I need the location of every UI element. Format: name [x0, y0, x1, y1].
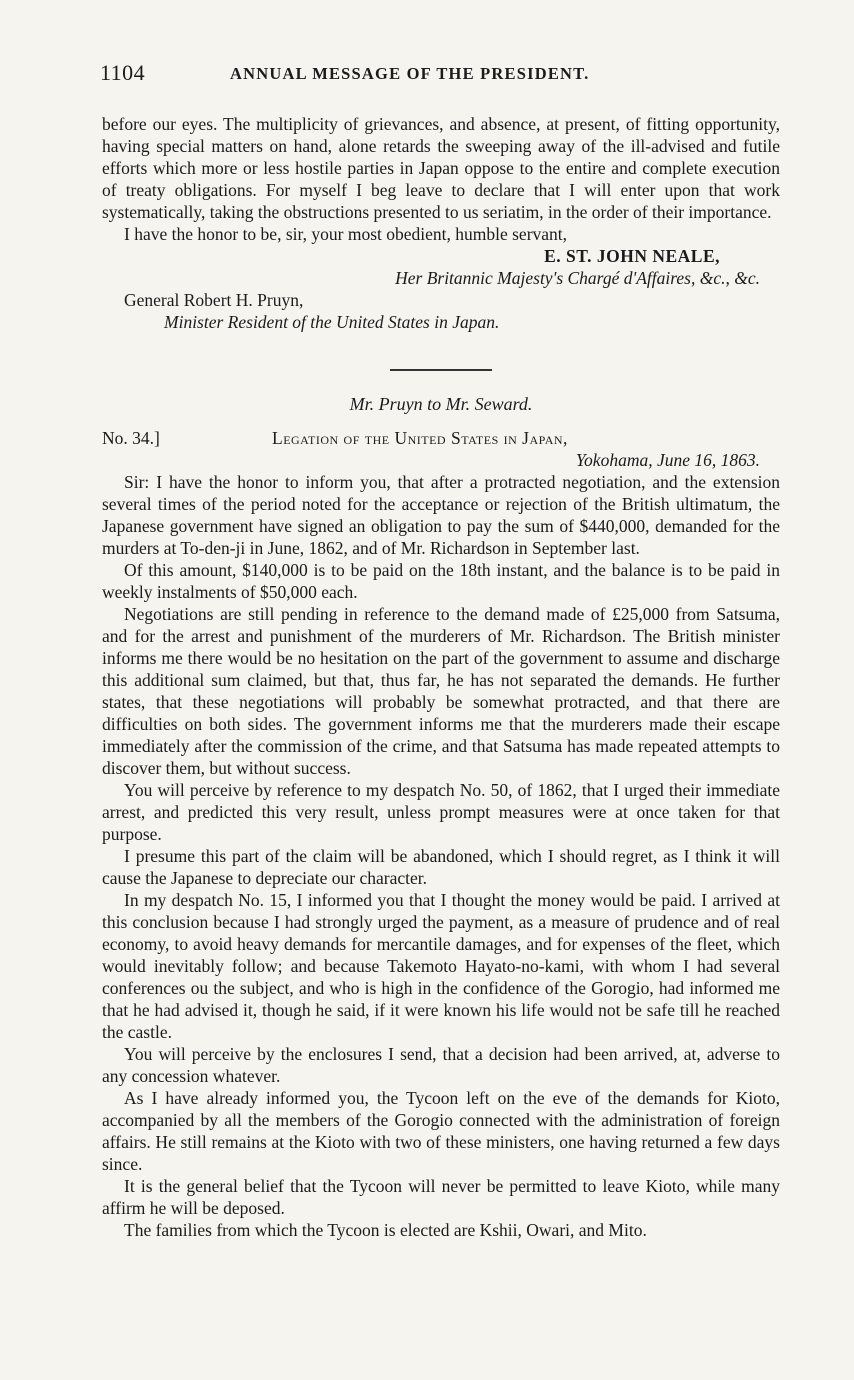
- letter-paragraph: It is the general belief that the Tycoon will never be permitted to leave Kioto, while many affirm he will be deposed.: [102, 1176, 780, 1218]
- letter-title: Mr. Pruyn to Mr. Seward.: [349, 394, 533, 414]
- place-date: Yokohama, June 16, 1863.: [575, 450, 760, 470]
- letter-dateline: [102, 427, 780, 471]
- section-divider: [390, 369, 492, 371]
- closing-paragraph: before our eyes. The multiplicity of grievances, and absence, at present, of fitting opportunity, having special matters on hand, alone retards the sweeping away of the ill-advised and futile efforts which more or less hostile parties in Japan oppose to the entire and complete execution of treaty obligations. For myself I beg leave to declare that I will enter upon that work systematically, taking the obstructions presented to us seriatim, in the order of their importance.: [102, 114, 780, 222]
- letter-paragraph: I presume this part of the claim will be abandoned, which I should regret, as I think it will cause the Japanese to depreciate our character.: [102, 846, 780, 888]
- running-head: ANNUAL MESSAGE OF THE PRESIDENT.: [230, 64, 590, 83]
- letter-paragraph: Of this amount, $140,000 is to be paid on the 18th instant, and the balance is to be paid in weekly instalments of $50,000 each.: [102, 560, 780, 602]
- letter-paragraph: The families from which the Tycoon is elected are Kshii, Owari, and Mito.: [124, 1220, 647, 1240]
- letter-paragraph: Sir: I have the honor to inform you, that after a protracted negotiation, and the extension several times of the period noted for the acceptance or rejection of the British ultimatum, the Japanese government have signed an obligation to pay the sum of $440,000, demanded for the murders at To-den-ji in June, 1862, and of Mr. Richardson in September last.: [102, 472, 780, 558]
- signatory: E. ST. JOHN NEALE,: [544, 246, 720, 266]
- signatory-title: Her Britannic Majesty's Chargé d'Affaires, &c., &c.: [395, 268, 760, 288]
- page-body: [102, 113, 780, 1241]
- letter-paragraph: Negotiations are still pending in reference to the demand made of £25,000 from Satsuma, and for the arrest and punishment of the murderers of Mr. Richardson. The British minister informs me there would be no hesitation on the part of the government to assume and discharge this additional sum claimed, but that, thus far, he has not separated the demands. He further states, that these negotiations will probably be somewhat protracted, and that there are difficulties on both sides. The government informs me that the murderers made their escape immediately after the commission of the crime, and that Satsuma has made repeated attempts to discover them, but without success.: [102, 604, 780, 778]
- letter-paragraph: As I have already informed you, the Tycoon left on the eve of the demands for Kioto, accompanied by all the members of the Gorogio connected with the administration of foreign affairs. He still remains at the Kioto with two of these ministers, one having returned a few days since.: [102, 1088, 780, 1174]
- addressee: General Robert H. Pruyn,: [124, 290, 304, 310]
- legation-heading: Legation of the United States in Japan,: [272, 428, 568, 448]
- letter-paragraph: You will perceive by the enclosures I send, that a decision had been arrived, at, adverse to any concession whatever.: [102, 1044, 780, 1086]
- addressee-title: Minister Resident of the United States in Japan.: [164, 312, 500, 332]
- page-number: 1104: [100, 60, 146, 85]
- valediction: I have the honor to be, sir, your most obedient, humble servant,: [124, 224, 568, 244]
- page-header: [100, 60, 800, 90]
- letter-paragraph: You will perceive by reference to my despatch No. 50, of 1862, that I urged their immediate arrest, and predicted this very result, unless prompt measures were at once taken for that purpose.: [102, 780, 780, 844]
- letter-paragraph: In my despatch No. 15, I informed you that I thought the money would be paid. I arrived at this conclusion because I had strongly urged the payment, as a measure of prudence and of real economy, to avoid heavy demands for mercantile damages, and for expenses of the fleet, which would inevitably follow; and because Takemoto Hayato-no-kami, with whom I had several conferences ou the subject, and who is high in the confidence of the Gorogio, had informed me that he had advised it, though he said, if it were known his life would not be safe till he reached the castle.: [102, 890, 780, 1042]
- letter-number: No. 34.]: [102, 428, 160, 448]
